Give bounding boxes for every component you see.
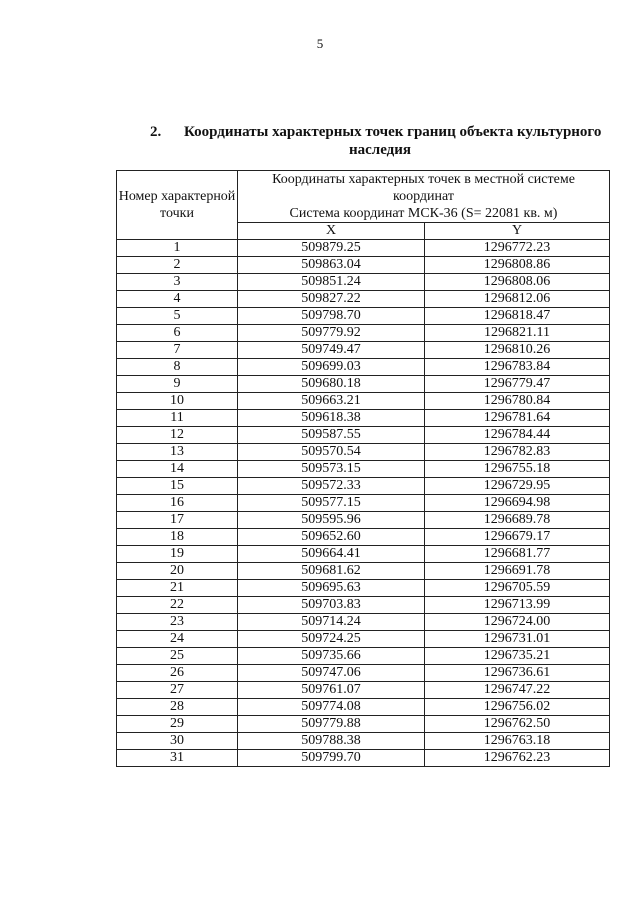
table-row	[117, 393, 610, 410]
table-row	[117, 427, 610, 444]
table-row	[117, 682, 610, 699]
x-coordinate-cell: 509680.18	[238, 376, 425, 393]
point-number-cell: 11	[117, 410, 238, 427]
point-number-cell: 29	[117, 716, 238, 733]
point-number-cell: 1	[117, 240, 238, 257]
table-row	[117, 529, 610, 546]
table-row	[117, 291, 610, 308]
x-coordinate-cell: 509749.47	[238, 342, 425, 359]
table-row	[117, 733, 610, 750]
x-coordinate-cell: 509827.22	[238, 291, 425, 308]
y-coordinate-cell: 1296736.61	[425, 665, 610, 682]
y-coordinate-cell: 1296762.50	[425, 716, 610, 733]
table-row	[117, 478, 610, 495]
table-row	[117, 461, 610, 478]
table-row	[117, 631, 610, 648]
x-coordinate-cell: 509724.25	[238, 631, 425, 648]
x-coordinate-cell: 509779.92	[238, 325, 425, 342]
point-number-cell: 15	[117, 478, 238, 495]
table-row	[117, 410, 610, 427]
point-number-cell: 7	[117, 342, 238, 359]
header-point-number: Номер характерной точки	[117, 171, 238, 240]
x-coordinate-cell: 509863.04	[238, 257, 425, 274]
table-row	[117, 257, 610, 274]
table-row	[117, 308, 610, 325]
table-row	[117, 240, 610, 257]
x-coordinate-cell: 509788.38	[238, 733, 425, 750]
y-coordinate-cell: 1296729.95	[425, 478, 610, 495]
y-coordinate-cell: 1296808.06	[425, 274, 610, 291]
section-heading	[150, 123, 620, 159]
header-y: Y	[425, 223, 610, 240]
y-coordinate-cell: 1296689.78	[425, 512, 610, 529]
table-body	[117, 240, 610, 767]
point-number-cell: 8	[117, 359, 238, 376]
page-number: 5	[316, 36, 324, 51]
y-coordinate-cell: 1296810.26	[425, 342, 610, 359]
x-coordinate-cell: 509587.55	[238, 427, 425, 444]
table-row	[117, 614, 610, 631]
table-row	[117, 359, 610, 376]
y-coordinate-cell: 1296755.18	[425, 461, 610, 478]
point-number-cell: 19	[117, 546, 238, 563]
y-coordinate-cell: 1296772.23	[425, 240, 610, 257]
y-coordinate-cell: 1296681.77	[425, 546, 610, 563]
x-coordinate-cell: 509695.63	[238, 580, 425, 597]
table-row	[117, 699, 610, 716]
header-coordinates-line2: координат	[393, 189, 454, 204]
table-row	[117, 665, 610, 682]
y-coordinate-cell: 1296762.23	[425, 750, 610, 767]
point-number-cell: 5	[117, 308, 238, 325]
x-coordinate-cell: 509618.38	[238, 410, 425, 427]
table-row	[117, 597, 610, 614]
y-coordinate-cell: 1296779.47	[425, 376, 610, 393]
x-coordinate-cell: 509779.88	[238, 716, 425, 733]
point-number-cell: 27	[117, 682, 238, 699]
point-number-cell: 28	[117, 699, 238, 716]
section-title-line1: Координаты характерных точек границ объекта культурного	[184, 124, 602, 140]
table-row	[117, 512, 610, 529]
x-coordinate-cell: 509714.24	[238, 614, 425, 631]
x-coordinate-cell: 509572.33	[238, 478, 425, 495]
point-number-cell: 6	[117, 325, 238, 342]
header-coordinates-line3: Система координат МСК-36 (S= 22081 кв. м)	[289, 206, 558, 221]
y-coordinate-cell: 1296691.78	[425, 563, 610, 580]
header-coordinates	[238, 171, 610, 223]
header-x: X	[238, 223, 425, 240]
x-coordinate-cell: 509851.24	[238, 274, 425, 291]
x-coordinate-cell: 509761.07	[238, 682, 425, 699]
point-number-cell: 31	[117, 750, 238, 767]
point-number-cell: 4	[117, 291, 238, 308]
point-number-cell: 2	[117, 257, 238, 274]
table-row	[117, 716, 610, 733]
x-coordinate-cell: 509663.21	[238, 393, 425, 410]
y-coordinate-cell: 1296784.44	[425, 427, 610, 444]
y-coordinate-cell: 1296705.59	[425, 580, 610, 597]
y-coordinate-cell: 1296713.99	[425, 597, 610, 614]
point-number-cell: 22	[117, 597, 238, 614]
x-coordinate-cell: 509735.66	[238, 648, 425, 665]
point-number-cell: 14	[117, 461, 238, 478]
x-coordinate-cell: 509595.96	[238, 512, 425, 529]
x-coordinate-cell: 509577.15	[238, 495, 425, 512]
table-row	[117, 495, 610, 512]
y-coordinate-cell: 1296781.64	[425, 410, 610, 427]
point-number-cell: 18	[117, 529, 238, 546]
table-row	[117, 648, 610, 665]
point-number-cell: 20	[117, 563, 238, 580]
point-number-cell: 17	[117, 512, 238, 529]
y-coordinate-cell: 1296724.00	[425, 614, 610, 631]
x-coordinate-cell: 509573.15	[238, 461, 425, 478]
table-row	[117, 342, 610, 359]
x-coordinate-cell: 509774.08	[238, 699, 425, 716]
x-coordinate-cell: 509681.62	[238, 563, 425, 580]
point-number-cell: 30	[117, 733, 238, 750]
x-coordinate-cell: 509799.70	[238, 750, 425, 767]
y-coordinate-cell: 1296679.17	[425, 529, 610, 546]
point-number-cell: 10	[117, 393, 238, 410]
table-row	[117, 325, 610, 342]
point-number-cell: 13	[117, 444, 238, 461]
x-coordinate-cell: 509652.60	[238, 529, 425, 546]
y-coordinate-cell: 1296783.84	[425, 359, 610, 376]
y-coordinate-cell: 1296818.47	[425, 308, 610, 325]
point-number-cell: 21	[117, 580, 238, 597]
y-coordinate-cell: 1296763.18	[425, 733, 610, 750]
x-coordinate-cell: 509879.25	[238, 240, 425, 257]
table-row	[117, 750, 610, 767]
header-coordinates-line1: Координаты характерных точек в местной системе	[272, 172, 575, 187]
y-coordinate-cell: 1296780.84	[425, 393, 610, 410]
section-number: 2.	[150, 124, 162, 140]
table-row	[117, 444, 610, 461]
point-number-cell: 3	[117, 274, 238, 291]
x-coordinate-cell: 509699.03	[238, 359, 425, 376]
y-coordinate-cell: 1296812.06	[425, 291, 610, 308]
table-row	[117, 580, 610, 597]
y-coordinate-cell: 1296694.98	[425, 495, 610, 512]
y-coordinate-cell: 1296808.86	[425, 257, 610, 274]
y-coordinate-cell: 1296821.11	[425, 325, 610, 342]
y-coordinate-cell: 1296747.22	[425, 682, 610, 699]
section-title-line2: наследия	[348, 142, 412, 158]
point-number-cell: 25	[117, 648, 238, 665]
point-number-cell: 26	[117, 665, 238, 682]
x-coordinate-cell: 509798.70	[238, 308, 425, 325]
table-row	[117, 546, 610, 563]
point-number-cell: 16	[117, 495, 238, 512]
y-coordinate-cell: 1296735.21	[425, 648, 610, 665]
table-row	[117, 376, 610, 393]
point-number-cell: 23	[117, 614, 238, 631]
x-coordinate-cell: 509747.06	[238, 665, 425, 682]
table-row	[117, 563, 610, 580]
table-row	[117, 274, 610, 291]
coordinates-table	[116, 170, 610, 767]
table-header-row	[117, 171, 610, 223]
x-coordinate-cell: 509664.41	[238, 546, 425, 563]
x-coordinate-cell: 509703.83	[238, 597, 425, 614]
x-coordinate-cell: 509570.54	[238, 444, 425, 461]
point-number-cell: 9	[117, 376, 238, 393]
point-number-cell: 24	[117, 631, 238, 648]
y-coordinate-cell: 1296782.83	[425, 444, 610, 461]
point-number-cell: 12	[117, 427, 238, 444]
y-coordinate-cell: 1296731.01	[425, 631, 610, 648]
y-coordinate-cell: 1296756.02	[425, 699, 610, 716]
